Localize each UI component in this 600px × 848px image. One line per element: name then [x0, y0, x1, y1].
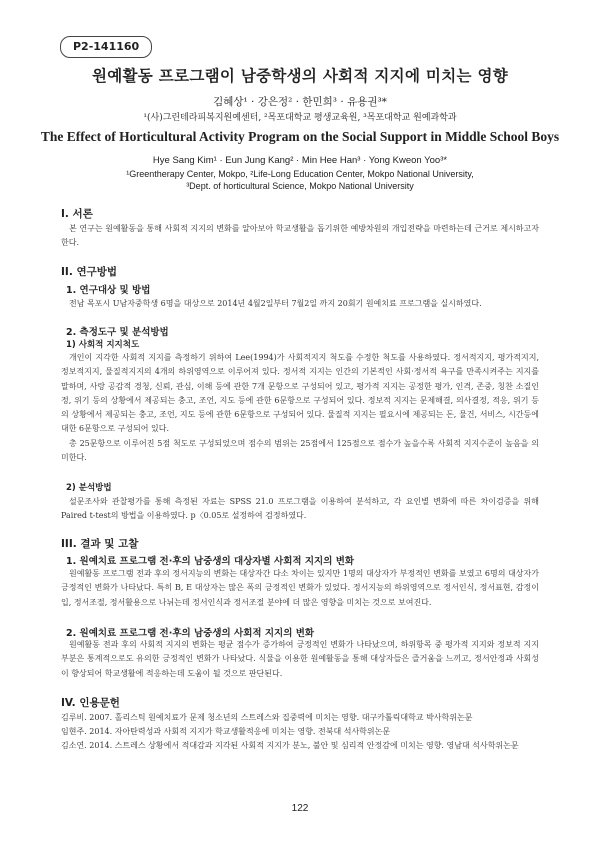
results-heading: III. 결과 및 고찰	[61, 538, 139, 550]
results-1-paragraph: 원예활동 프로그램 전과 후의 정서지능의 변화는 대상자간 다소 차이는 있지만 1명의 대상자가 부정적인 변화를 보였고 6명의 대상자가 긍정적인 변화가 나타났다. 특히 B, E 대상자는 많은 폭의 긍정적인 변화가 있었다. 정서지능의 하위영역으로 정서인식, 정서표현, 감정이입, 정서조절, 정서활용으로 나뉘는데 정서인식과 정서조절 분야에 더 많은 영향을 미치는 것으로 보여진다.	[61, 569, 539, 607]
methods-subject-paragraph: 전남 목포시 U남자중학생 6명을 대상으로 2014년 4월2일부터 7월2일 까지 20회기 원예치료 프로그램을 실시하였다.	[69, 299, 482, 308]
korean-affiliations: ¹(사)그린테라피복지원예센터, ²목포대학교 평생교육원, ³목포대학교 원예과학과	[143, 113, 457, 123]
results-2-heading: 2. 원예치료 프로그램 전·후의 남중생의 사회적 지지의 변화	[66, 628, 315, 639]
scale-scoring-paragraph: 총 25문항으로 이루어진 5점 척도로 구성되었으며 점수의 범위는 25점에서 125점으로 점수가 높을수록 사회적 지지수준이 높음을 의미한다.	[61, 439, 539, 463]
korean-authors: 김혜상¹ · 강은정² · 한민희³ · 유용권³*	[213, 96, 387, 108]
page-number: 122	[291, 803, 309, 814]
measurement-heading: 2. 측정도구 및 분석방법	[66, 327, 169, 338]
english-affiliation-2: ³Dept. of horticultural Science, Mokpo National University	[186, 181, 414, 191]
references-heading: IV. 인용문헌	[61, 697, 120, 709]
intro-paragraph: 본 연구는 원예활동을 통해 사회적 지지의 변화를 알아보아 학교생활을 돕기위한 예방차원의 개입전략을 마련하는데 근거로 제시하고자한다.	[61, 224, 539, 248]
analysis-method-heading: 2) 분석방법	[66, 483, 112, 493]
results-1-heading: 1. 원예치료 프로그램 전·후의 남중생의 대상자별 사회적 지지의 변화	[66, 556, 355, 567]
methods-heading: II. 연구방법	[61, 266, 118, 278]
methods-subject-heading: 1. 연구대상 및 방법	[66, 285, 151, 296]
social-support-scale-paragraph: 개인이 지각한 사회적 지지를 측정하기 위하여 Lee(1994)가 사회적지지 척도를 수정한 척도를 사용하였다. 정서적지지, 평가적지지, 정보적지지, 물질적지지의 4개의 하위영역으로 이루어져 있다. 정서적 지지는 인간의 기본적인 사회·정서적 욕구를 만족시켜주는 지지를 말하며, 사랑 공감적 경청, 신뢰, 관심, 이해 등에 관한 7개 문항으로 구성되어 있고, 평가적 지지는 공정한 평가, 인격, 존중, 칭찬 소질인정, 위기 등의 상황에서 제공되는 충고, 조언, 지도 등에 관한 6문항으로 구성되어 있다. 정보적 지지는 문제해결, 의사결정, 적응, 위기 등의 상황에서 제공되는 충고, 조언, 지도 등에 관한 6문항으로 구성되어 있다. 물질적 지지는 필요시에 제공되는 돈, 물건, 서비스, 시간등에 대한 6문항으로 구성되어 있다.	[61, 353, 539, 434]
korean-title: 원예활동 프로그램이 남중학생의 사회적 지지에 미치는 영향	[91, 67, 508, 85]
analysis-method-paragraph: 설문조사와 관찰평가를 통해 측정된 자료는 SPSS 21.0 프로그램을 이용하여 분석하고, 각 요인별 변화에 따른 차이검증을 위해 Paired t-test의 방법을 이용하였다. p〈0.05로 설정하여 검정하였다.	[61, 497, 539, 521]
english-authors: Hye Sang Kim¹ · Eun Jung Kang² · Min Hee Han³ · Yong Kweon Yoo³*	[152, 155, 448, 166]
english-title: The Effect of Horticultural Activity Program on the Social Support in Middle School Boys	[40, 129, 560, 144]
reference-item: 김루비. 2007. 홀리스틱 원예치료가 문제 청소년의 스트레스와 집중력에 미치는 영향. 대구카톨릭대학교 박사학위논문	[61, 713, 473, 722]
reference-item: 임현주. 2014. 자아탄력성과 사회적 지지가 학교생활적응에 미치는 영향. 전북대 석사학위논문	[61, 727, 391, 736]
results-2-paragraph: 원예활동 전과 후의 사회적 지지의 변화는 평균 점수가 증가하여 긍정적인 변화가 나타났으며, 하위항목 중 평가적 지지와 정보적 지지부분은 통계적으로도 유의한 긍정적인 변화가 나타났다. 식물을 이용한 원예활동을 통해 대상자들은 즐거움을 느끼고, 정서안정과 사회성이 향상되어 학교생활에 적응하는데 도움이 될 것으로 판단된다.	[61, 640, 539, 678]
english-affiliation-1: ¹Greentherapy Center, Mokpo, ²Life-Long Education Center, Mokpo National University,	[126, 169, 474, 179]
reference-item: 김소연. 2014. 스트레스 상황에서 적대감과 지각된 사회적 지지가 분노, 불안 및 심리적 안정감에 미치는 영향. 영남대 석사학위논문	[61, 741, 519, 750]
intro-heading: I. 서론	[61, 208, 93, 220]
paper-id-badge: P2-141160	[60, 36, 152, 58]
social-support-scale-heading: 1) 사회적 지지척도	[66, 340, 140, 350]
